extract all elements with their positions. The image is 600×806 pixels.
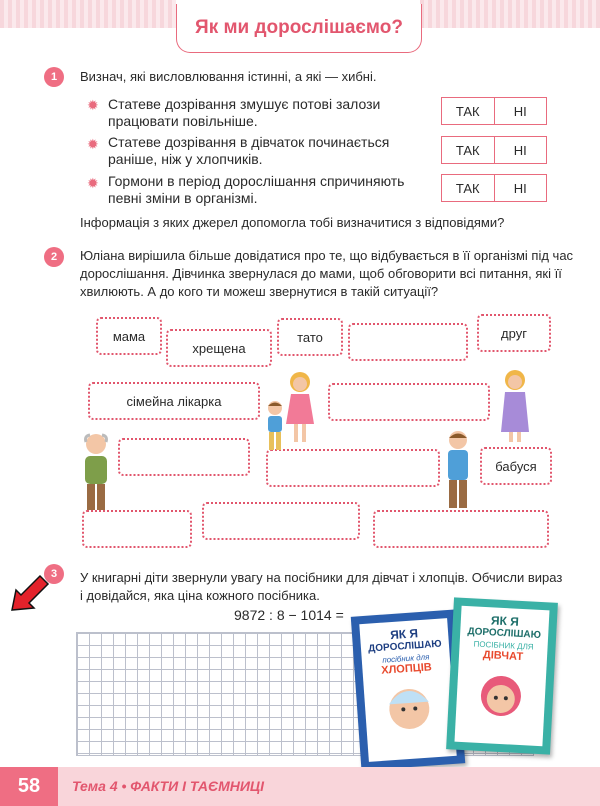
grandmother-illustration: [498, 370, 532, 444]
no-option-2[interactable]: НІ: [513, 142, 527, 158]
sun-bullet-icon: ✹: [87, 136, 99, 152]
book-girls-title1: ЯК Я: [490, 613, 520, 629]
yes-option-2[interactable]: ТАК: [442, 137, 495, 163]
math-expression: 9872 : 8 − 1014 =: [234, 607, 344, 623]
answer-box-empty[interactable]: [82, 510, 192, 548]
answer-box-empty[interactable]: [373, 510, 549, 548]
book-boys-title1: ЯК Я: [389, 626, 419, 643]
statement-3: [108, 173, 404, 207]
sun-bullet-icon: ✹: [87, 175, 99, 191]
header-stripe-left: [0, 0, 176, 28]
header-stripe-right: [420, 0, 600, 28]
task-1-instruction: Визнач, які висловлювання істинні, а які — хибні.: [80, 69, 377, 84]
no-option-1[interactable]: НІ: [513, 103, 527, 119]
task-3-line2: і довідайся, яка ціна кожного посібника.: [80, 588, 320, 603]
book-girls-subtitle: ПОСІБНИК ДЛЯ: [473, 639, 534, 652]
word-box-babusia: бабуся: [480, 447, 552, 485]
task-1-number: 1: [44, 67, 64, 87]
sun-bullet-icon: ✹: [87, 97, 99, 113]
task-2-text: [80, 247, 580, 301]
true-false-choice-1: [441, 97, 547, 125]
word-box-mama: мама: [96, 317, 162, 355]
true-false-choice-2: [441, 136, 547, 164]
word-box-hreshchena: хрещена: [166, 329, 272, 367]
book-for-girls: [446, 597, 558, 754]
answer-box-empty[interactable]: [348, 323, 468, 361]
task-2-line1: Юліана вирішила більше довідатися про те, що відбувається в її організмі під час: [80, 248, 574, 263]
word-box-druh: друг: [477, 314, 551, 352]
boy-face-icon: [377, 677, 441, 741]
yes-option-3[interactable]: ТАК: [442, 175, 495, 201]
page-title: Як ми дорослішаємо?: [195, 17, 403, 38]
statement-2: [108, 134, 389, 168]
girl-face-icon: [469, 664, 532, 727]
statement-1-line2: працювати повільніше.: [108, 113, 258, 129]
book-boys-title2: ДОРОСЛІШАЮ: [367, 638, 443, 655]
true-false-choice-3: [441, 174, 547, 202]
statement-1: [108, 96, 380, 130]
task-3-number: 3: [44, 564, 64, 584]
mother-illustration: [283, 372, 317, 444]
answer-box-empty[interactable]: [118, 438, 250, 476]
statement-1-line1: Статеве дозрівання змушує потові залози: [108, 96, 381, 112]
grandfather-illustration: [76, 432, 116, 512]
answer-box-empty[interactable]: [266, 449, 440, 487]
word-box-likarka: сімейна лікарка: [88, 382, 260, 420]
arrow-pointer-icon: [10, 574, 50, 612]
word-box-tato: тато: [277, 318, 343, 356]
task-3-line1: У книгарні діти звернули увагу на посібники для дівчат і хлопців. Обчисли вираз: [80, 570, 563, 585]
father-illustration: [443, 430, 473, 510]
answer-box-empty[interactable]: [202, 502, 360, 540]
book-girls-audience: ДІВЧАТ: [482, 648, 524, 664]
page-title-box: [176, 4, 422, 53]
footer-topic: Тема 4 • ФАКТИ І ТАЄМНИЦІ: [72, 778, 265, 794]
task-1-question: Інформація з яких джерел допомогла тобі визначитися з відповідями?: [80, 215, 505, 230]
statement-2-line2: раніше, ніж у хлопчиків.: [108, 151, 263, 167]
task-2-line2: дорослішання. Дівчинка звернулася до мами, щоб обговорити всі питання, які її: [80, 266, 562, 281]
task-2-number: 2: [44, 247, 64, 267]
no-option-3[interactable]: НІ: [513, 180, 527, 196]
statement-2-line1: Статеве дозрівання в дівчаток починається: [108, 134, 390, 150]
book-boys-subtitle: посібник для: [381, 652, 430, 665]
statement-3-line1: Гормони в період дорослішання спричиняють: [108, 173, 405, 189]
book-boys-audience: ХЛОПЦІВ: [380, 661, 433, 677]
yes-option-1[interactable]: ТАК: [442, 98, 495, 124]
book-girls-title2: ДОРОСЛІШАЮ: [467, 626, 542, 641]
answer-box-empty[interactable]: [328, 383, 490, 421]
page-number: 58: [0, 767, 58, 806]
statement-3-line2: певні зміни в організмі.: [108, 190, 258, 206]
task-2-line3: хвилюють. А до кого ти можеш звернутися в такій ситуації?: [80, 284, 439, 299]
